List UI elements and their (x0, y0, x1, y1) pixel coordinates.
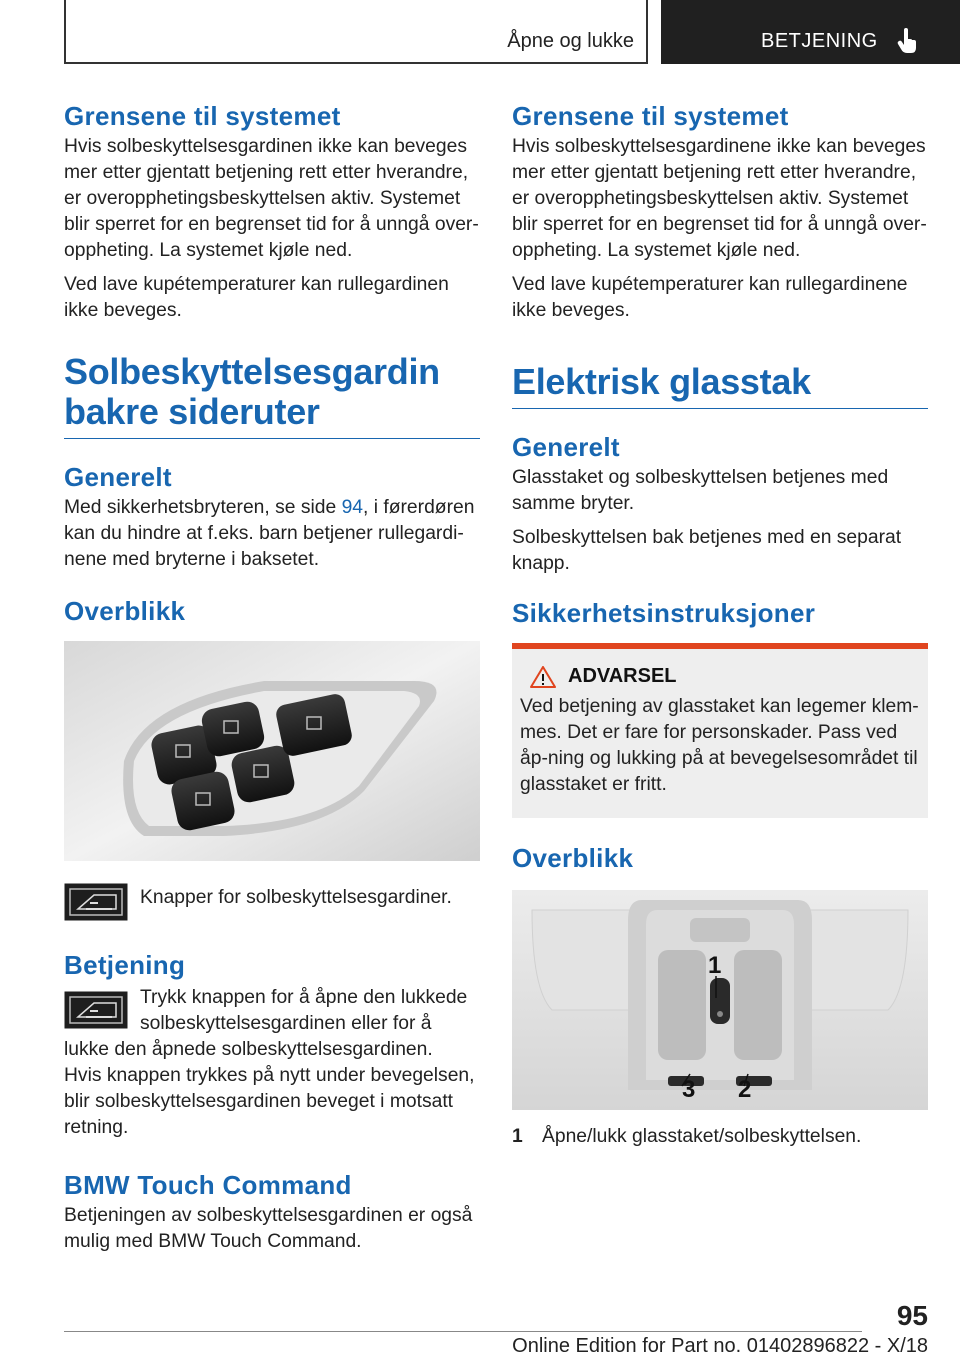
callout-3: 3 (682, 1076, 696, 1103)
sunblind-button-icon (64, 991, 128, 1029)
touch-command-paragraph: Betjeningen av solbeskyttelsesgardinen er også mulig med BMW Touch Command. (64, 1205, 473, 1252)
limits-paragraph-1: Hvis solbeskyttelsesgardinen ikke kan beveges mer etter gjentatt betjening rett etter hverandre, er overopphetingsbeskyttelsen aktiv. Systemet blir sperret for en begrenset tid for å unngå over-oppheting. La systemet kjøle ned. (64, 136, 479, 261)
roof-console-image (512, 890, 928, 1110)
overview-heading-right: Overblikk (512, 843, 634, 873)
section-heading-glass-roof: Elektrisk glasstak (512, 362, 928, 409)
page-link-94[interactable]: 94 (341, 497, 364, 518)
operation-paragraph-1: Trykk knappen for å åpne den lukkede solbeskyttelsesgardinen eller for å lukke den åpnede solbeskyttelsesgardinen. (64, 987, 468, 1060)
limits-right-paragraph-1: Hvis solbeskyttelsesgardinene ikke kan beveges mer etter gjentatt betjening rett etter hverandre, er overopphetingsbeskyttelsen aktiv. Systemet blir sperret for en begrenset tid for å unngå over-oppheting. La systemet kjøle ned. (512, 136, 927, 261)
pointing-hand-icon (897, 28, 919, 54)
section-heading-line-2: bakre sideruter (64, 391, 320, 432)
safety-heading: Sikkerhetsinstruksjoner (512, 598, 816, 628)
legend-item-text: Åpne/lukk glasstaket/solbeskyttelsen. (542, 1126, 862, 1147)
general-text-pre: Med sikkerhetsbryteren, se side (64, 497, 342, 518)
operation-block (64, 985, 480, 1063)
callout-1: 1 (708, 952, 722, 979)
limits-right-paragraph-2: Ved lave kupétemperaturer kan rullegardinene ikke beveges. (512, 274, 908, 321)
door-switch-photo (64, 641, 480, 861)
header-chapter-box (661, 0, 960, 64)
warning-text: Ved betjening av glasstaket kan legemer klem-mes. Det er fare for personskader. Pass ved åp-ning og lukking på at bevegelsesområdet til glasstaket er fritt. (520, 696, 919, 795)
warning-box (512, 643, 928, 818)
limits-heading-right: Grensene til systemet (512, 101, 789, 131)
general-right-paragraph-1: Glasstaket og solbeskyttelsen betjenes med samme bryter. (512, 467, 889, 514)
section-heading-rear-blinds (64, 352, 480, 439)
limits-heading: Grensene til systemet (64, 101, 341, 131)
warning-label: ADVARSEL (568, 665, 677, 687)
footer-edition: Online Edition for Part no. 01402896822 - X/18 (512, 1335, 928, 1357)
limits-paragraph-2: Ved lave kupétemperaturer kan rullegardinen ikke beveges. (64, 274, 449, 321)
general-right-paragraph-2: Solbeskyttelsen bak betjenes med en separat knapp. (512, 527, 902, 574)
operation-heading: Betjening (64, 950, 186, 980)
sunblind-symbol-icon (64, 883, 128, 921)
general-heading-right: Generelt (512, 432, 620, 462)
callout-2: 2 (738, 1076, 752, 1103)
header-chapter-title: BETJENING (761, 30, 878, 52)
footer-divider (64, 1331, 862, 1332)
header-section-box (64, 0, 648, 64)
warning-title-row (530, 665, 920, 688)
operation-paragraph-2: Hvis knappen trykkes på nytt under bevegelsen, blir solbeskyttelsesgardinen beveget i motsatt retning. (64, 1065, 475, 1138)
legend-item-number: 1 (512, 1126, 523, 1147)
general-heading: Generelt (64, 462, 172, 492)
roof-console-photo (512, 890, 928, 1110)
general-paragraph (64, 495, 480, 573)
touch-command-heading: BMW Touch Command (64, 1170, 352, 1200)
header-section-title: Åpne og lukke (507, 30, 634, 52)
legend-item-1 (512, 1124, 928, 1150)
section-heading-line-1: Solbeskyttelsesgardin (64, 351, 440, 392)
overview-heading: Overblikk (64, 596, 186, 626)
right-column (512, 100, 928, 1150)
photo-caption-row (64, 883, 480, 921)
left-column (64, 100, 480, 1255)
general-text-post: , i førerdøren kan du hindre at f.eks. barn betjener rullegardi-nene med bryterne i baksetet. (64, 497, 475, 570)
page-number: 95 (896, 1300, 928, 1331)
photo-caption: Knapper for solbeskyttelsesgardiner. (140, 887, 452, 908)
warning-triangle-icon (530, 666, 556, 688)
